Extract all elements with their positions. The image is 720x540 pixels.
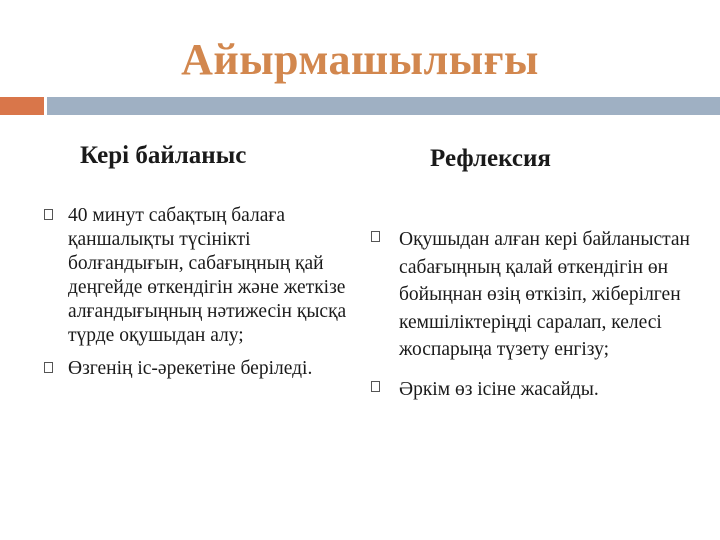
left-bullet-list xyxy=(44,204,360,390)
bullet-square-icon xyxy=(371,231,380,242)
bullet-text: Әркім өз ісіне жасайды. xyxy=(399,378,599,400)
list-item xyxy=(371,226,691,364)
right-column-heading: Рефлексия xyxy=(430,145,551,172)
bullet-text: Оқушыдан алған кері байланыстан сабағыңның қалай өткендігін өн бойыңнан өзің өткізіп, жіберілген кемшіліктеріңді саралап, келесі жоспарыңа түзету енгізу; xyxy=(399,229,690,360)
bullet-square-icon xyxy=(371,381,380,392)
slide-title: Айырмашылығы xyxy=(181,35,539,84)
list-item xyxy=(44,204,360,348)
bullet-square-icon xyxy=(44,209,53,220)
left-column-heading: Кері байланыс xyxy=(80,142,247,169)
list-item xyxy=(371,376,691,404)
right-bullet-list xyxy=(371,226,691,415)
bullet-text: 40 минут сабақтың балаға қаншалықты түсінікті болғандығын, сабағыңның қай деңгейде өткендігін және жеткізе алғандығыңның нәтижесін қысқа түрде оқушыдан алу; xyxy=(68,205,347,346)
bullet-square-icon xyxy=(44,362,53,373)
bullet-text: Өзгенің іс-әрекетіне беріледі. xyxy=(68,358,313,379)
title-divider-bar xyxy=(47,97,720,115)
list-item xyxy=(44,357,360,381)
title-divider-accent xyxy=(0,97,44,115)
